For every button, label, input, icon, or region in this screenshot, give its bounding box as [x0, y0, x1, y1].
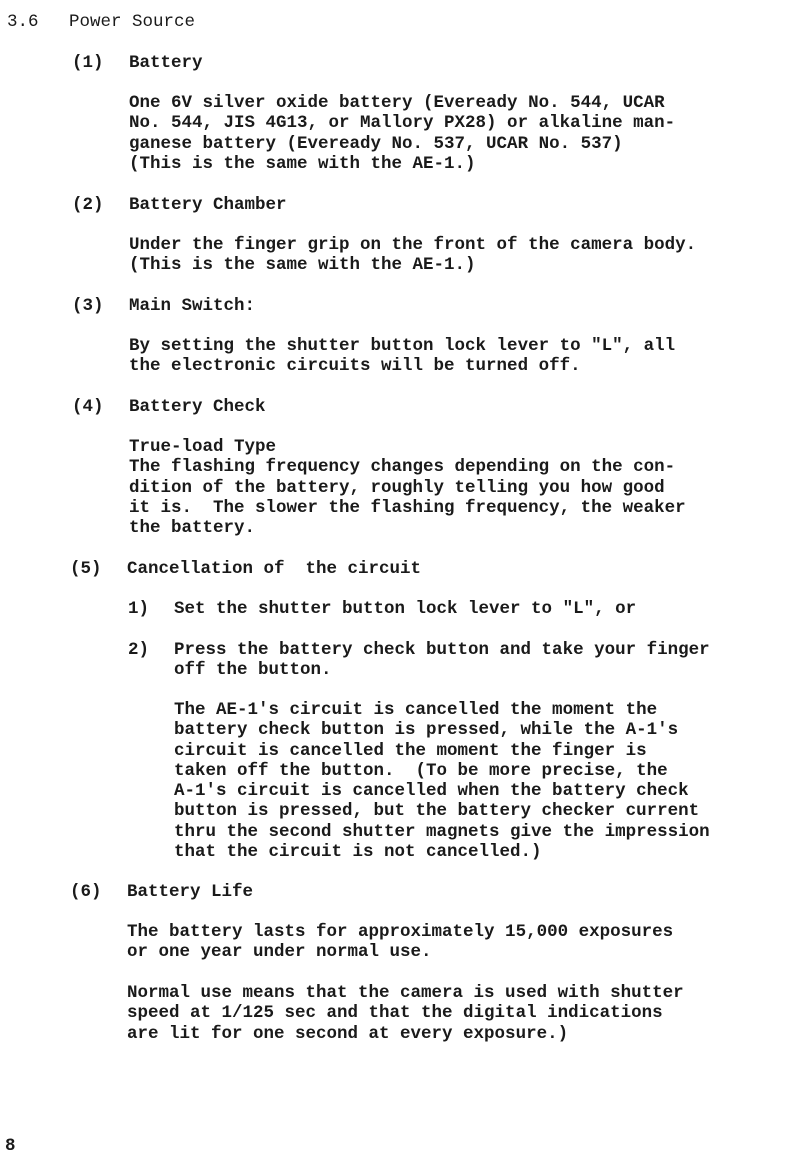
item-title: Battery Chamber [129, 195, 287, 215]
item-title: Cancellation of the circuit [127, 559, 422, 579]
item-title: Battery Check [129, 397, 266, 417]
subitem-text: Set the shutter button lock lever to "L", or [174, 599, 637, 619]
item-number: (6) [70, 882, 102, 902]
subitem-number: 2) [128, 640, 150, 660]
item-paragraph: True-load Type The flashing frequency changes depending on the con- dition of the battery, roughly telling you how good it is. The slower the flashing frequency, the weaker the battery. [129, 437, 686, 539]
section-title: Power Source [69, 12, 196, 32]
item-title: Battery Life [127, 882, 254, 902]
item-paragraph: By setting the shutter button lock lever to "L", all the electronic circuits will be turned off. [129, 336, 676, 377]
item-paragraph: Normal use means that the camera is used with shutter speed at 1/125 sec and that the digital indications are lit for one second at every exposure.) [127, 983, 684, 1044]
item-paragraph: Under the finger grip on the front of the camera body. (This is the same with the AE-1.) [129, 235, 697, 276]
item-paragraph: One 6V silver oxide battery (Eveready No. 544, UCAR No. 544, JIS 4G13, or Mallory PX28) or alkaline man- ganese battery (Eveready No. 537, UCAR No. 537) (This is the same with the AE-1.) [129, 93, 676, 174]
item-number: (2) [72, 195, 104, 215]
item-number: (1) [72, 53, 104, 73]
item-paragraph: The battery lasts for approximately 15,000 exposures or one year under normal use. [127, 922, 674, 963]
item-number: (4) [72, 397, 104, 417]
page-number: 8 [5, 1136, 16, 1156]
section-number: 3.6 [7, 12, 39, 32]
item-note: The AE-1's circuit is cancelled the moment the battery check button is pressed, while the A-1's circuit is cancelled the moment the finger is taken off the button. (To be more precise, the A-1's circuit is cancelled when the battery check button is pressed, but the battery checker current thru the second shutter magnets give the impression that the circuit is not cancelled.) [174, 700, 710, 863]
subitem-text: Press the battery check button and take your finger off the button. [174, 640, 710, 681]
item-number: (5) [70, 559, 102, 579]
subitem-number: 1) [128, 599, 150, 619]
item-title: Battery [129, 53, 203, 73]
item-title: Main Switch: [129, 296, 256, 316]
item-number: (3) [72, 296, 104, 316]
